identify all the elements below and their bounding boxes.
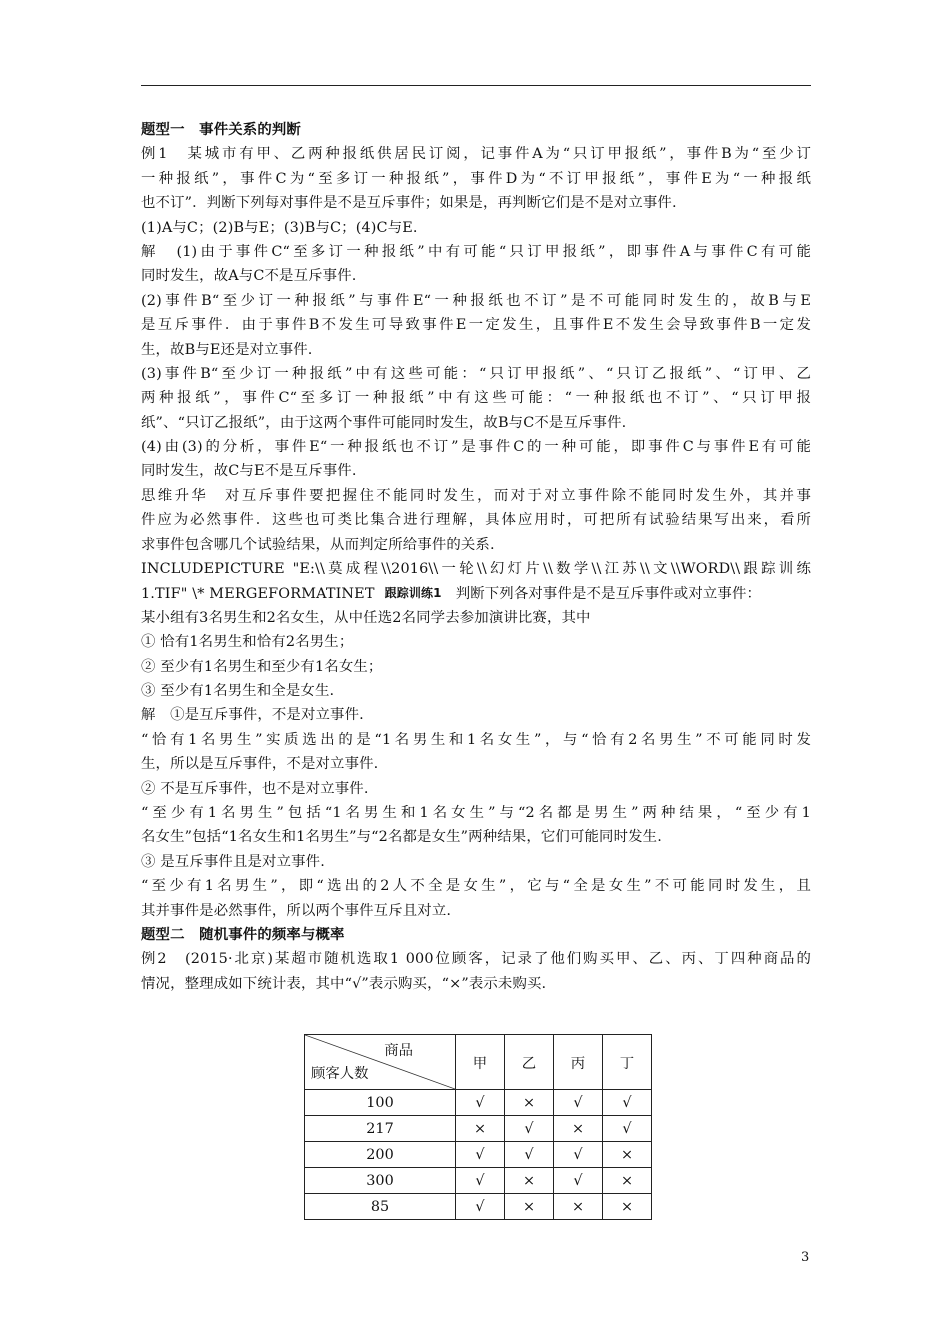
mark-cell: × xyxy=(505,1194,554,1220)
purchase-table xyxy=(304,1034,652,1220)
table-header-row xyxy=(305,1035,652,1090)
mark-cell: √ xyxy=(456,1090,505,1116)
example1-line: 例1 某城市有甲、乙两种报纸供居民订阅，记事件A为“只订甲报纸”，事件B为“至少订 xyxy=(141,146,811,163)
solution-line: 纸”、“只订乙报纸”，由于这两个事件可能同时发生，故B与C不是互斥事件. xyxy=(141,414,627,431)
mark-cell: × xyxy=(603,1194,652,1220)
customer-count: 100 xyxy=(305,1090,456,1116)
solution-line: 解 (1)由于事件C“至多订一种报纸”中有可能“只订甲报纸”，即事件A与事件C有可能 xyxy=(141,243,811,260)
mark-cell: √ xyxy=(603,1090,652,1116)
table-row xyxy=(305,1168,652,1194)
section-heading-1: 题型一 事件关系的判断 xyxy=(141,121,301,138)
field-code-line: INCLUDEPICTURE "E:\\莫成程\\2016\\一轮\\幻灯片\\数学\\江苏\\文\\WORD\\跟踪训练 xyxy=(141,561,811,578)
training-solution-line: ② 不是互斥事件，也不是对立事件. xyxy=(141,780,369,797)
mark-cell: √ xyxy=(505,1142,554,1168)
training-item: ② 至少有1名男生和至少有1名女生； xyxy=(141,658,383,675)
training-solution-line: 名女生”包括“1名女生和1名男生”与“2名都是女生”两种结果，它们可能同时发生. xyxy=(141,829,662,846)
training-prompt: 判断下列各对事件是不是互斥事件或对立事件： xyxy=(455,586,762,603)
summary-line: 思维升华 对互斥事件要把握住不能同时发生，而对于对立事件除不能同时发生外，其并事 xyxy=(141,487,811,504)
mark-cell: √ xyxy=(603,1116,652,1142)
section-heading-2: 题型二 随机事件的频率与概率 xyxy=(141,925,345,943)
mark-cell: √ xyxy=(554,1142,603,1168)
training-item: ① 恰有1名男生和恰有2名男生； xyxy=(141,634,354,651)
training-solution-line: “至少有1名男生”包括“1名男生和1名女生”与“2名都是男生”两种结果，“至少有1 xyxy=(141,804,811,821)
customer-count: 85 xyxy=(305,1194,456,1220)
training-badge: 跟踪训练1 xyxy=(384,586,442,601)
col-header: 丙 xyxy=(554,1035,603,1090)
mark-cell: √ xyxy=(554,1168,603,1194)
customer-count: 200 xyxy=(305,1142,456,1168)
table-row xyxy=(305,1194,652,1220)
mark-cell: × xyxy=(603,1168,652,1194)
mark-cell: √ xyxy=(505,1116,554,1142)
header-rule xyxy=(141,85,811,86)
solution-line: 同时发生，故A与C不是互斥事件. xyxy=(141,268,357,285)
solution-line: (4)由(3)的分析，事件E“一种报纸也不订”是事件C的一种可能，即事件C与事件E有可能 xyxy=(141,439,811,456)
solution-line: 两种报纸”，事件C“至多订一种报纸”中有这些可能：“一种报纸也不订”、“只订甲报 xyxy=(141,390,811,407)
example2-line: 例2 (2015·北京)某超市随机选取1 000位顾客，记录了他们购买甲、乙、丙、丁四种商品的 xyxy=(141,951,811,968)
mark-cell: × xyxy=(505,1090,554,1116)
col-header: 丁 xyxy=(603,1035,652,1090)
diagonal-header-cell xyxy=(305,1035,456,1090)
training-intro-line xyxy=(141,581,811,605)
training-solution-line: “至少有1名男生”，即“选出的2人不全是女生”，它与“全是女生”不可能同时发生，且 xyxy=(141,878,811,895)
mark-cell: √ xyxy=(456,1168,505,1194)
mark-cell: √ xyxy=(456,1194,505,1220)
table-row xyxy=(305,1090,652,1116)
summary-line: 件应为必然事件．这些也可类比集合进行理解，具体应用时，可把所有试验结果写出来，看所 xyxy=(141,512,811,529)
mark-cell: × xyxy=(603,1142,652,1168)
training-solution-line: ③ 是互斥事件且是对立事件. xyxy=(141,853,325,870)
example1-line: 也不订”．判断下列每对事件是不是互斥事件；如果是，再判断它们是不是对立事件. xyxy=(141,195,677,212)
example2-line: 情况，整理成如下统计表，其中“√”表示购买，“×”表示未购买. xyxy=(141,975,547,992)
mark-cell: × xyxy=(554,1194,603,1220)
training-solution-line: “恰有1名男生”实质选出的是“1名男生和1名女生”，与“恰有2名男生”不可能同时发 xyxy=(141,731,811,748)
page-body xyxy=(141,118,811,996)
training-item: ③ 至少有1名男生和全是女生. xyxy=(141,682,335,699)
solution-line: (2)事件B“至少订一种报纸”与事件E“一种报纸也不订”是不可能同时发生的，故B与E xyxy=(141,292,811,309)
solution-line: 是互斥事件．由于事件B不发生可导致事件E一定发生，且事件E不发生会导致事件B一定发 xyxy=(141,317,811,334)
summary-line: 求事件包含哪几个试验结果，从而判定所给事件的关系. xyxy=(141,536,495,553)
solution-line: 同时发生，故C与E不是互斥事件. xyxy=(141,463,357,480)
customer-count: 300 xyxy=(305,1168,456,1194)
table-row xyxy=(305,1142,652,1168)
page-number: 3 xyxy=(801,1250,810,1265)
table-row xyxy=(305,1116,652,1142)
training-solution-line: 解 ①是互斥事件，不是对立事件. xyxy=(141,707,364,724)
mark-cell: √ xyxy=(456,1142,505,1168)
training-solution-line: 其并事件是必然事件，所以两个事件互斥且对立. xyxy=(141,902,452,919)
mark-cell: × xyxy=(505,1168,554,1194)
solution-line: (3)事件B“至少订一种报纸”中有这些可能：“只订甲报纸”、“只订乙报纸”、“订甲、乙 xyxy=(141,365,811,382)
header-goods: 商品 xyxy=(384,1043,413,1059)
mark-cell: × xyxy=(554,1116,603,1142)
header-customers: 顾客人数 xyxy=(311,1066,369,1082)
mark-cell: × xyxy=(456,1116,505,1142)
customer-count: 217 xyxy=(305,1116,456,1142)
field-code-text: 1.TIF" \* MERGEFORMATINET xyxy=(141,586,375,603)
mark-cell: √ xyxy=(554,1090,603,1116)
example1-pairs: (1)A与C；(2)B与E；(3)B与C；(4)C与E. xyxy=(141,219,418,236)
col-header: 乙 xyxy=(505,1035,554,1090)
solution-line: 生，故B与E还是对立事件. xyxy=(141,341,313,358)
example1-line: 一种报纸”，事件C为“至多订一种报纸”，事件D为“不订甲报纸”，事件E为“一种报纸 xyxy=(141,170,811,187)
training-line: 某小组有3名男生和2名女生，从中任选2名同学去参加演讲比赛，其中 xyxy=(141,609,591,626)
training-solution-line: 生，所以是互斥事件，不是对立事件. xyxy=(141,756,379,773)
col-header: 甲 xyxy=(456,1035,505,1090)
